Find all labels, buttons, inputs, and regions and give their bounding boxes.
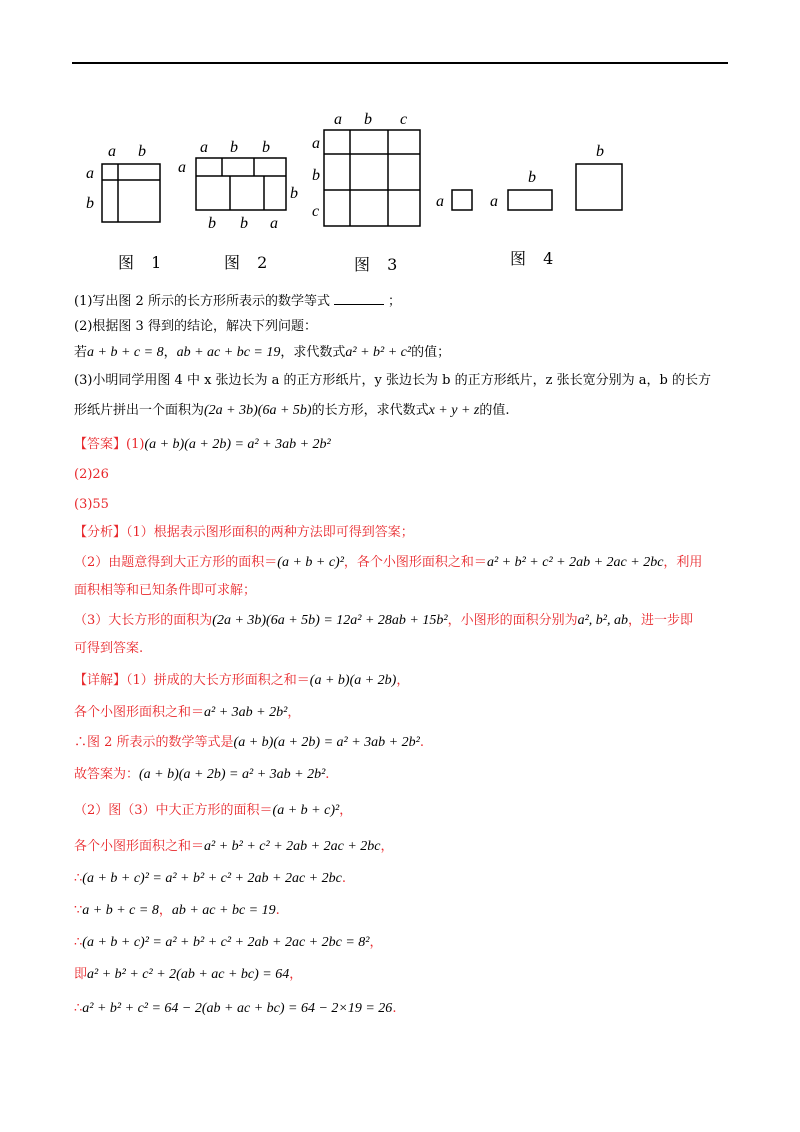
figure-2 bbox=[176, 136, 306, 240]
figure-4 bbox=[432, 140, 632, 224]
fig1-top-label-b: b bbox=[138, 143, 146, 160]
question-2: (2)根据图 3 得到的结论，解决下列问题： bbox=[74, 319, 317, 334]
fig3-left-b: b bbox=[312, 167, 320, 184]
question-1: (1)写出图 2 所示的长方形所表示的数学等式 ； bbox=[74, 294, 401, 309]
fig3-caption: 图 3 bbox=[354, 255, 404, 274]
detail-11: ∴a² + b² + c² = 64 − 2(ab + ac + bc) = 64 − 2×19 = 26. bbox=[74, 1001, 397, 1016]
fig1-left-label-b: b bbox=[86, 195, 94, 212]
detail-5: （2）图（3）中大正方形的面积＝(a + b + c)²， bbox=[74, 803, 353, 818]
fig2-left-a: a bbox=[178, 159, 186, 176]
detail-8: ∵a + b + c = 8，ab + ac + bc = 19. bbox=[74, 903, 280, 918]
analysis-2: （2）由题意得到大正方形的面积＝(a + b + c)²，各个小图形面积之和＝a² + b² + c² + 2ab + 2ac + 2bc，利用 bbox=[74, 555, 703, 570]
fig2-bottom-b1: b bbox=[208, 215, 216, 232]
detail-6: 各个小图形面积之和＝a² + b² + c² + 2ab + 2ac + 2bc， bbox=[74, 839, 394, 854]
analysis-1: 【分析】（1）根据表示图形面积的两种方法即可得到答案； bbox=[74, 525, 414, 540]
question-3-line-1: (3)小明同学用图 4 中 x 张边长为 a 的正方形纸片，y 张边长为 b 的正方形纸片，z 张长宽分别为 a，b 的长方 bbox=[74, 373, 711, 388]
fig4-caption: 图 4 bbox=[510, 249, 560, 268]
question-3-line-2: 形纸片拼出一个面积为(2a + 3b)(6a + 5b)的长方形，求代数式x + y + z的值. bbox=[74, 403, 510, 418]
fig4-rect-a-label: a bbox=[490, 193, 498, 210]
fig2-right-b: b bbox=[290, 185, 298, 202]
header-rule bbox=[72, 62, 728, 64]
answer-3: (3)55 bbox=[74, 497, 109, 512]
answer-2: (2)26 bbox=[74, 467, 109, 482]
fig2-bottom-b2: b bbox=[240, 215, 248, 232]
fig4-rect-b-label: b bbox=[528, 169, 536, 186]
fig3-top-a: a bbox=[334, 111, 342, 128]
fig3-top-b: b bbox=[364, 111, 372, 128]
fig3-left-a: a bbox=[312, 135, 320, 152]
fig2-bottom-a: a bbox=[270, 215, 278, 232]
analysis-2b: 面积相等和已知条件即可求解； bbox=[74, 583, 257, 598]
fig2-top-a: a bbox=[200, 139, 208, 156]
fig2-caption: 图 2 bbox=[224, 253, 274, 272]
detail-10: 即a² + b² + c² + 2(ab + ac + bc) = 64， bbox=[74, 967, 303, 982]
fig3-top-c: c bbox=[400, 111, 408, 128]
detail-4: 故答案为：(a + b)(a + 2b) = a² + 3ab + 2b². bbox=[74, 767, 330, 782]
figure-1 bbox=[80, 138, 170, 230]
fig1-top-label-a: a bbox=[108, 143, 116, 160]
fig4-square-a-label: a bbox=[436, 193, 444, 210]
fig1-caption: 图 1 bbox=[118, 253, 168, 272]
question-2-condition: 若a + b + c = 8，ab + ac + bc = 19，求代数式a² + b² + c²的值； bbox=[74, 345, 451, 360]
detail-2: 各个小图形面积之和＝a² + 3ab + 2b²， bbox=[74, 705, 301, 720]
fig2-top-b2: b bbox=[262, 139, 270, 156]
detail-1: 【详解】（1）拼成的大长方形面积之和＝(a + b)(a + 2b)， bbox=[74, 673, 410, 688]
fig1-left-label-a: a bbox=[86, 165, 94, 182]
analysis-3b: 可得到答案. bbox=[74, 641, 144, 656]
analysis-3: （3）大长方形的面积为(2a + 3b)(6a + 5b) = 12a² + 28ab + 15b²，小图形的面积分别为a², b², ab，进一步即 bbox=[74, 613, 693, 628]
detail-3: ∴图 2 所表示的数学等式是(a + b)(a + 2b) = a² + 3ab + 2b². bbox=[74, 735, 424, 750]
detail-9: ∴(a + b + c)² = a² + b² + c² + 2ab + 2ac + 2bc = 8²， bbox=[74, 935, 383, 950]
fig3-left-c: c bbox=[312, 203, 320, 220]
detail-7: ∴(a + b + c)² = a² + b² + c² + 2ab + 2ac + 2bc. bbox=[74, 871, 346, 886]
fig2-top-b1: b bbox=[230, 139, 238, 156]
fig4-square-b-label: b bbox=[596, 143, 604, 160]
figure-3 bbox=[308, 108, 438, 238]
answer-1: 【答案】(1)(a + b)(a + 2b) = a² + 3ab + 2b² bbox=[74, 437, 331, 452]
